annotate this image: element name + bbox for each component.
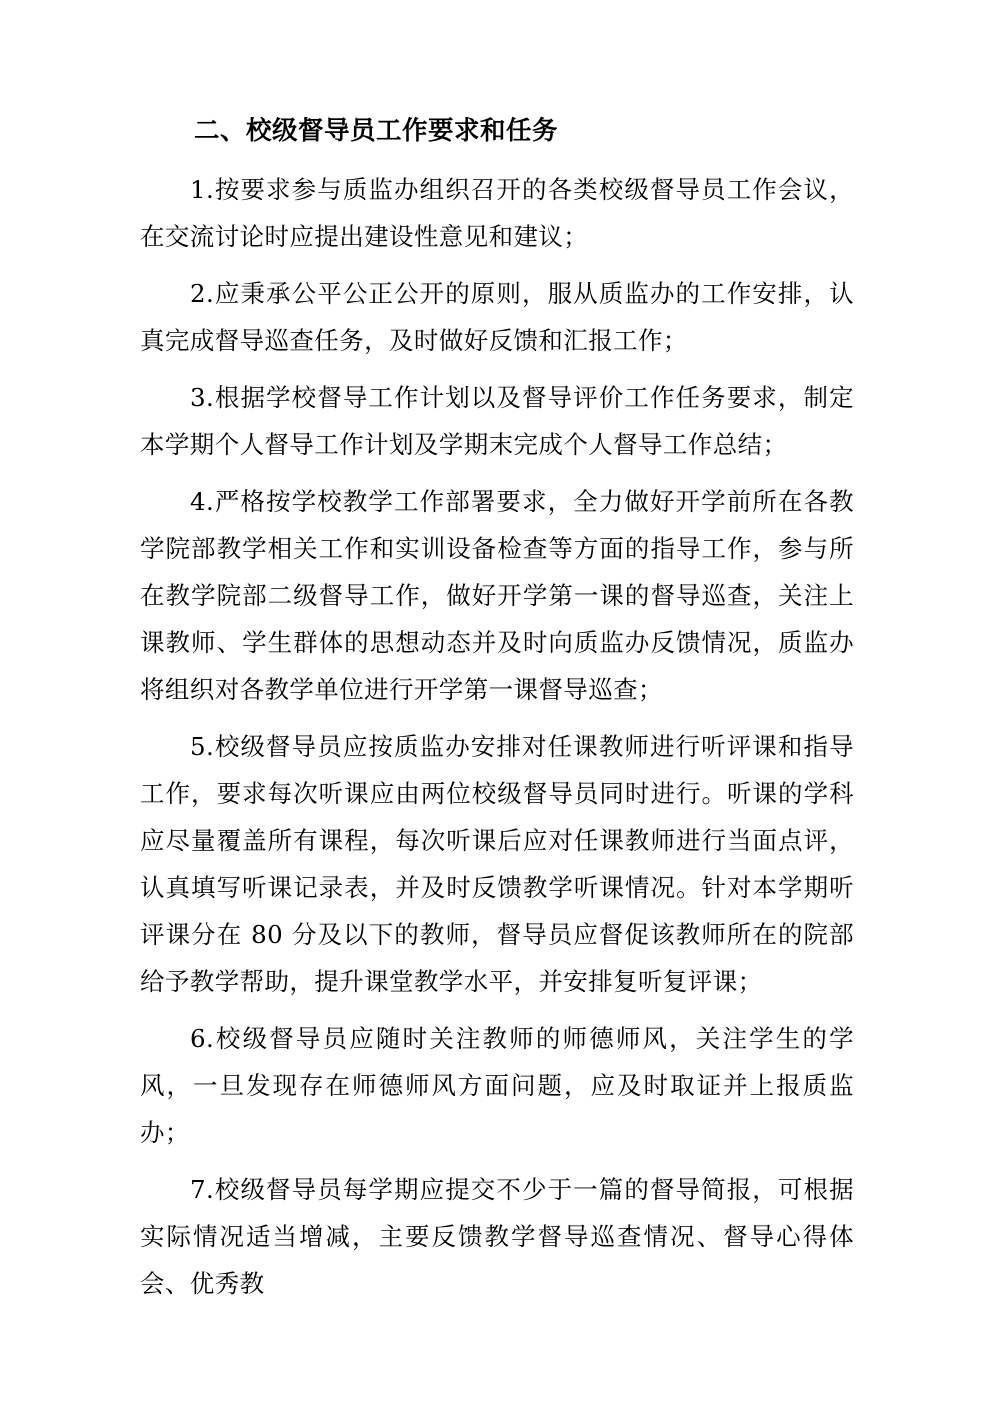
paragraph-7: 7.校级督导员每学期应提交不少于一篇的督导简报，可根据实际情况适当增减，主要反馈教学督导巡查情况、督导心得体会、优秀教 (140, 1175, 854, 1299)
paragraph-5: 5.校级督导员应按质监办安排对任课教师进行听评课和指导工作，要求每次听课应由两位校级督导员同时进行。听课的学科应尽量覆盖所有课程，每次听课后应对任课教师进行当面点评，认真填写听课记录表，并及时反馈教学听课情况。针对本学期听评课分在 80 分及以下的教师，督导员应督促该教师所在的院部给予教学帮助，提升课堂教学水平，并安排复听复评课； (140, 731, 854, 997)
paragraph-6: 6.校级督导员应随时关注教师的师德师风，关注学生的学风，一旦发现存在师德师风方面问题，应及时取证并上报质监办； (140, 1024, 854, 1148)
document-body (140, 112, 854, 1307)
paragraph-2: 2.应秉承公平公正公开的原则，服从质监办的工作安排，认真完成督导巡查任务，及时做好反馈和汇报工作； (140, 278, 854, 355)
paragraph-1: 1.按要求参与质监办组织召开的各类校级督导员工作会议，在交流讨论时应提出建设性意见和建议； (140, 174, 854, 251)
paragraph-4: 4.严格按学校教学工作部署要求，全力做好开学前所在各教学院部教学相关工作和实训设备检查等方面的指导工作，参与所在教学院部二级督导工作，做好开学第一课的督导巡查，关注上课教师、学生群体的思想动态并及时向质监办反馈情况，质监办将组织对各教学单位进行开学第一课督导巡查； (140, 486, 854, 704)
section-heading: 二、校级督导员工作要求和任务 (194, 116, 559, 146)
paragraph-3: 3.根据学校督导工作计划以及督导评价工作任务要求，制定本学期个人督导工作计划及学期末完成个人督导工作总结； (140, 382, 854, 459)
